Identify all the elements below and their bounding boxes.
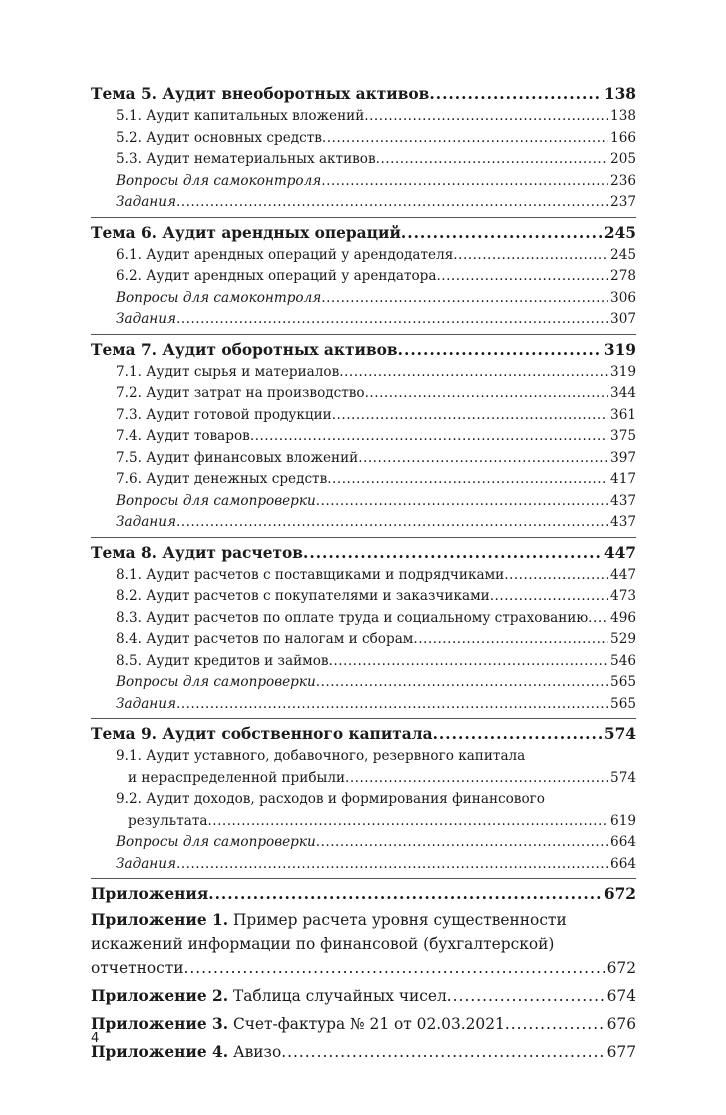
- dot-leader: [453, 245, 608, 267]
- toc-subitem: [91, 672, 636, 694]
- toc-subitem-title: результата: [128, 812, 208, 829]
- toc-subitem: [91, 192, 636, 214]
- toc-subitem-page: 307: [610, 311, 636, 327]
- toc-subitem-title: 8.5. Аудит кредитов и займов: [116, 652, 329, 669]
- toc-subitem: [91, 651, 636, 673]
- dot-leader: [316, 672, 608, 694]
- toc-subitem: [91, 362, 636, 384]
- toc-subitem-page: 619: [610, 812, 636, 829]
- toc-subitem-page: 529: [610, 631, 636, 647]
- toc-subitem-page: 397: [610, 449, 636, 466]
- appendix-text: Счет-фактура № 21 от 02.03.2021: [232, 1015, 505, 1033]
- toc-subitem-page: 546: [610, 652, 636, 669]
- toc-subitem-page: 496: [610, 609, 636, 626]
- toc-subitem-title: Задания: [116, 855, 177, 872]
- appendix-text: Пример расчета уровня существенности: [232, 911, 567, 929]
- toc-subitem-title: 6.1. Аудит арендных операций у арендодателя: [116, 246, 454, 263]
- toc-subitem: [91, 629, 636, 651]
- appendix-item: [91, 984, 636, 1008]
- dot-leader: [321, 171, 608, 193]
- toc-appendices-page: 672: [603, 885, 636, 903]
- dot-leader: [329, 651, 608, 673]
- page-number: 4: [91, 1031, 100, 1046]
- appendix-item: [91, 956, 636, 980]
- dot-leader: [345, 768, 608, 790]
- toc-subitem-page: 344: [610, 385, 636, 401]
- toc-subitem: [91, 469, 636, 491]
- toc-topic: [91, 221, 636, 245]
- toc-subitem: [91, 565, 636, 587]
- dot-leader: [332, 405, 608, 427]
- dot-leader: [316, 832, 608, 854]
- dot-leader: [250, 426, 608, 448]
- toc-subitem-title: 7.5. Аудит финансовых вложений: [116, 449, 359, 466]
- toc-subitem-title: 6.2. Аудит арендных операций у арендатора: [116, 268, 437, 284]
- toc-subitem-title: Вопросы для самоконтроля: [116, 289, 322, 306]
- toc-subitem-page: 565: [610, 695, 636, 712]
- toc-subitem-title: 7.4. Аудит товаров: [116, 428, 250, 444]
- toc-subitem: [91, 266, 636, 288]
- dot-leader: [588, 608, 608, 630]
- appendix-item: [91, 1012, 636, 1036]
- toc-subitem: [91, 288, 636, 310]
- toc-topic-title: Тема 5. Аудит внеоборотных активов: [91, 85, 430, 103]
- appendix-item-title: отчетности: [91, 959, 184, 977]
- dot-leader: [490, 586, 608, 608]
- dot-leader: [447, 984, 605, 1008]
- section-divider: [91, 334, 636, 335]
- appendix-title: [91, 1012, 505, 1036]
- dot-leader: [358, 448, 608, 470]
- toc-topic-title: Тема 9. Аудит собственного капитала: [91, 725, 433, 743]
- toc-subitem-title: 7.6. Аудит денежных средств: [116, 471, 328, 487]
- toc-subitem-title: Задания: [116, 514, 177, 530]
- toc-subitem: [91, 106, 636, 128]
- toc-subitem: [91, 832, 636, 854]
- toc-topic: [91, 338, 636, 362]
- appendix-line: [91, 908, 636, 932]
- dot-leader: [316, 491, 608, 513]
- toc-subitem-page: 574: [610, 769, 636, 786]
- toc-subitem-title: Вопросы для самоконтроля: [116, 172, 322, 189]
- toc-topic: [91, 82, 636, 106]
- toc-subitem-page: 319: [610, 363, 636, 380]
- toc-subitem: [91, 854, 636, 876]
- dot-leader: [176, 694, 608, 716]
- toc-subitem-title: Задания: [116, 311, 177, 327]
- toc-subitem-page: 236: [610, 172, 636, 189]
- toc-subitem: [91, 586, 636, 608]
- toc-subitem: [91, 768, 636, 790]
- appendix-title: [91, 1040, 281, 1064]
- appendix-text: Таблица случайных чисел: [232, 987, 447, 1005]
- toc-topic-page: 138: [603, 85, 636, 103]
- toc-subitem-title: 7.3. Аудит готовой продукции: [116, 406, 332, 423]
- toc-subitem-title: 7.1. Аудит сырья и материалов: [116, 363, 340, 380]
- toc-subitem-title: Задания: [116, 194, 177, 210]
- appendix-item-page: 672: [606, 959, 636, 977]
- section-divider: [91, 718, 636, 719]
- toc-subitem-title: 7.2. Аудит затрат на производство: [116, 385, 365, 401]
- toc-subitem-page: 375: [610, 428, 636, 444]
- toc-subitem-page: 565: [610, 674, 636, 690]
- dot-leader: [505, 1012, 605, 1036]
- toc-subitem-line: 9.1. Аудит уставного, добавочного, резервного капитала: [116, 748, 526, 764]
- dot-leader: [413, 629, 608, 651]
- dot-leader: [339, 362, 608, 384]
- toc-subitem: [91, 426, 636, 448]
- table-of-contents: [91, 80, 636, 1064]
- toc-subitem: [91, 128, 636, 150]
- appendix-label: Приложение 3.: [91, 1015, 229, 1033]
- toc-subitem: [91, 694, 636, 716]
- toc-subitem-title: Вопросы для самопроверки: [116, 674, 316, 690]
- toc-subitem-title: 5.3. Аудит нематериальных активов: [116, 151, 376, 167]
- toc-appendices-title: Приложения: [91, 885, 209, 903]
- section-divider: [91, 537, 636, 538]
- toc-subitem-title: Задания: [116, 695, 177, 712]
- appendix-line: искажений информации по финансовой (бухгалтерской): [91, 935, 555, 953]
- section-divider: [91, 878, 636, 879]
- toc-subitem-page: 437: [610, 492, 636, 509]
- toc-subitem: [91, 405, 636, 427]
- toc-topic-page: 574: [603, 725, 636, 743]
- dot-leader: [365, 383, 608, 405]
- dot-leader: [504, 565, 608, 587]
- toc-subitem-title: 5.1. Аудит капитальных вложений: [116, 108, 365, 124]
- toc-subitem-title: 8.2. Аудит расчетов с покупателями и заказчиками: [116, 588, 490, 604]
- toc-subitem-page: 447: [610, 566, 636, 583]
- toc-subitem-page: 278: [610, 268, 636, 284]
- toc-subitem: [91, 608, 636, 630]
- toc-subitem-page: 138: [610, 108, 636, 124]
- appendix-page: 677: [606, 1043, 636, 1061]
- toc-subitem-title: Вопросы для самопроверки: [116, 492, 316, 509]
- toc-subitem-title: 5.2. Аудит основных средств: [116, 129, 322, 146]
- toc-topic-title: Тема 7. Аудит оборотных активов: [91, 340, 398, 359]
- toc-subitem-page: 437: [610, 514, 636, 530]
- toc-topic-title: Тема 6. Аудит арендных операций: [91, 223, 401, 242]
- appendix-text: Авизо: [232, 1043, 282, 1061]
- dot-leader: [398, 338, 602, 362]
- toc-subitem: [91, 149, 636, 171]
- toc-subitem: [91, 811, 636, 833]
- appendix-label: Приложение 2.: [91, 987, 229, 1005]
- toc-topic: [91, 722, 636, 746]
- toc-subitem-line: 9.2. Аудит доходов, расходов и формирования финансового: [116, 791, 545, 807]
- dot-leader: [184, 956, 605, 980]
- dot-leader: [322, 128, 608, 150]
- toc-subitem: [91, 491, 636, 513]
- toc-topic-page: 447: [603, 543, 636, 562]
- toc-subitem-page: 245: [610, 246, 636, 263]
- toc-topic-page: 319: [603, 340, 636, 359]
- appendix-page: 676: [606, 1015, 636, 1033]
- toc-subitem: [91, 383, 636, 405]
- dot-leader: [401, 221, 602, 245]
- dot-leader: [176, 854, 608, 876]
- toc-subitem-page: 361: [610, 406, 636, 423]
- toc-subitem: [91, 512, 636, 534]
- toc-topic-title: Тема 8. Аудит расчетов: [91, 543, 303, 562]
- toc-topic: [91, 541, 636, 565]
- toc-subitem-page: 664: [610, 834, 636, 850]
- dot-leader: [429, 82, 602, 106]
- toc-subitem: [91, 171, 636, 193]
- toc-subitem-title: 8.1. Аудит расчетов с поставщиками и подрядчиками: [116, 566, 505, 583]
- dot-leader: [207, 811, 608, 833]
- dot-leader: [376, 149, 608, 171]
- dot-leader: [364, 106, 608, 128]
- toc-appendices: [91, 882, 636, 906]
- toc-subitem-title: Вопросы для самопроверки: [116, 834, 316, 850]
- appendix-label: Приложение 4.: [91, 1043, 229, 1061]
- appendix-item: [91, 1040, 636, 1064]
- dot-leader: [303, 541, 602, 565]
- dot-leader: [176, 192, 608, 214]
- dot-leader: [176, 512, 608, 534]
- dot-leader: [433, 722, 602, 746]
- toc-subitem-page: 306: [610, 289, 636, 306]
- dot-leader: [327, 469, 608, 491]
- dot-leader: [321, 288, 608, 310]
- toc-subitem: [91, 245, 636, 267]
- toc-subitem-page: 205: [610, 151, 636, 167]
- appendix-page: 674: [606, 987, 636, 1005]
- dot-leader: [176, 309, 608, 331]
- dot-leader: [436, 266, 608, 288]
- toc-subitem-page: 664: [610, 855, 636, 872]
- toc-subitem: [91, 448, 636, 470]
- toc-subitem: [91, 309, 636, 331]
- dot-leader: [281, 1040, 604, 1064]
- toc-subitem-page: 166: [610, 129, 636, 146]
- appendix-title: [91, 984, 447, 1008]
- toc-subitem-title: 8.4. Аудит расчетов по налогам и сборам: [116, 631, 414, 647]
- toc-subitem-title: и нераспределенной прибыли: [128, 769, 346, 786]
- dot-leader: [208, 882, 602, 906]
- section-divider: [91, 217, 636, 218]
- toc-subitem-page: 473: [610, 588, 636, 604]
- toc-subitem-page: 417: [610, 471, 636, 487]
- appendix-label: Приложение 1.: [91, 911, 229, 929]
- toc-topic-page: 245: [603, 223, 636, 242]
- toc-subitem-page: 237: [610, 194, 636, 210]
- toc-subitem-title: 8.3. Аудит расчетов по оплате труда и социальному страхованию: [116, 609, 589, 626]
